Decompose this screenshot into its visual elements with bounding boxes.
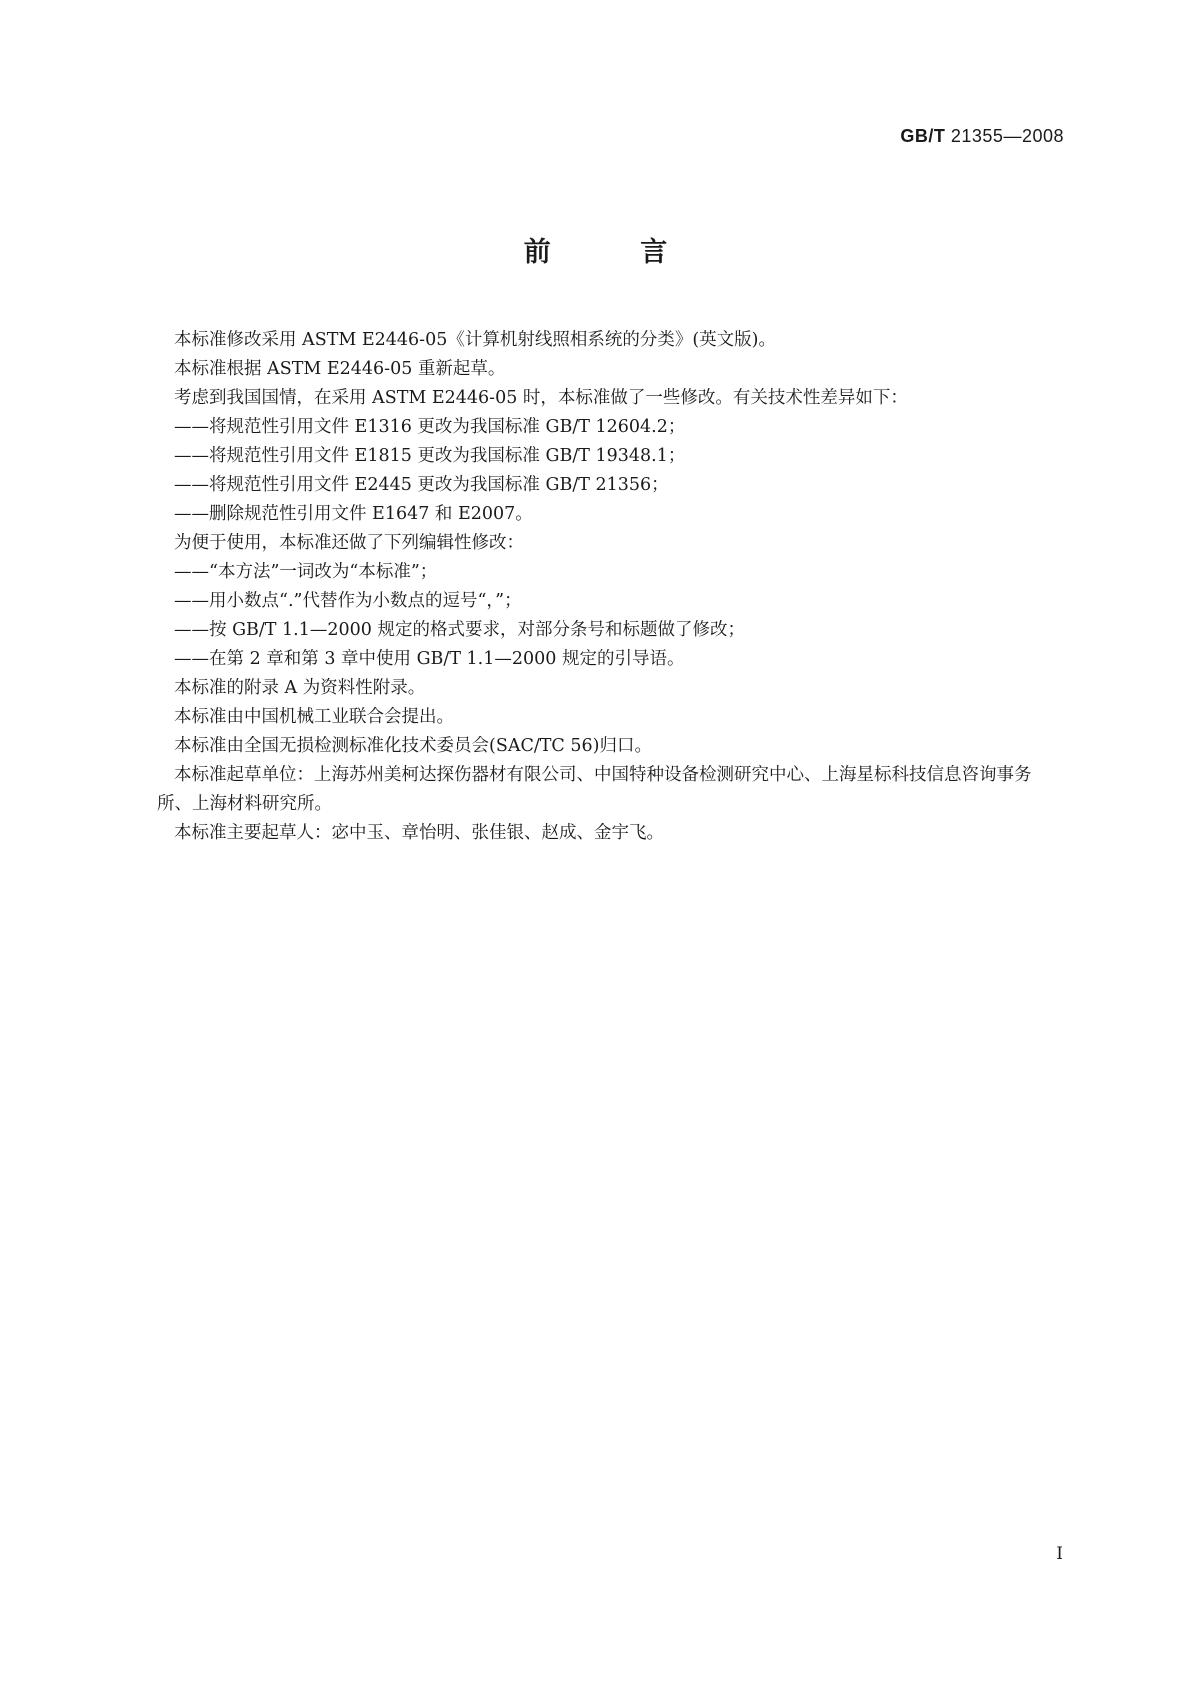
list-item: ——删除规范性引用文件 E1647 和 E2007。 (174, 504, 533, 524)
paragraph-adoption: 本标准修改采用 ASTM E2446-05《计算机射线照相系统的分类》(英文版)。 (174, 330, 776, 350)
list-item: ——将规范性引用文件 E2445 更改为我国标准 GB/T 21356； (174, 475, 669, 495)
list-item: ——按 GB/T 1.1—2000 规定的格式要求，对部分条号和标题做了修改； (174, 620, 745, 640)
foreword-body (157, 326, 1063, 848)
paragraph-drafting-units: 本标准起草单位：上海苏州美柯达探伤器材有限公司、中国特种设备检测研究中心、上海星标科技信息咨询事务所、上海材料研究所。 (157, 765, 1032, 814)
paragraph-editorial-changes: 为便于使用，本标准还做了下列编辑性修改： (174, 533, 524, 553)
paragraph-drafters: 本标准主要起草人：宓中玉、章怡明、张佳银、赵成、金宇飞。 (174, 823, 664, 843)
paragraph-proposer: 本标准由中国机械工业联合会提出。 (174, 707, 454, 727)
page-number: I (1056, 1544, 1063, 1564)
standard-code: GB/T (900, 126, 946, 146)
list-item: ——在第 2 章和第 3 章中使用 GB/T 1.1—2000 规定的引导语。 (174, 649, 685, 669)
paragraph-annex: 本标准的附录 A 为资料性附录。 (174, 678, 426, 698)
paragraph-drafting-basis: 本标准根据 ASTM E2446-05 重新起草。 (174, 359, 506, 379)
list-item: ——“本方法”一词改为“本标准”； (174, 562, 438, 582)
page-title: 前 言 (523, 237, 708, 268)
standard-year: 21355—2008 (950, 126, 1064, 146)
paragraph-responsible-committee: 本标准由全国无损检测标准化技术委员会(SAC/TC 56)归口。 (174, 736, 652, 756)
list-item: ——将规范性引用文件 E1316 更改为我国标准 GB/T 12604.2； (174, 417, 686, 437)
list-item: ——将规范性引用文件 E1815 更改为我国标准 GB/T 19348.1； (174, 446, 686, 466)
standard-number (900, 126, 1064, 147)
list-item: ——用小数点“.”代替作为小数点的逗号“，”； (174, 591, 522, 611)
paragraph-technical-differences: 考虑到我国国情，在采用 ASTM E2446-05 时，本标准做了一些修改。有关技术性差异如下： (174, 388, 908, 408)
